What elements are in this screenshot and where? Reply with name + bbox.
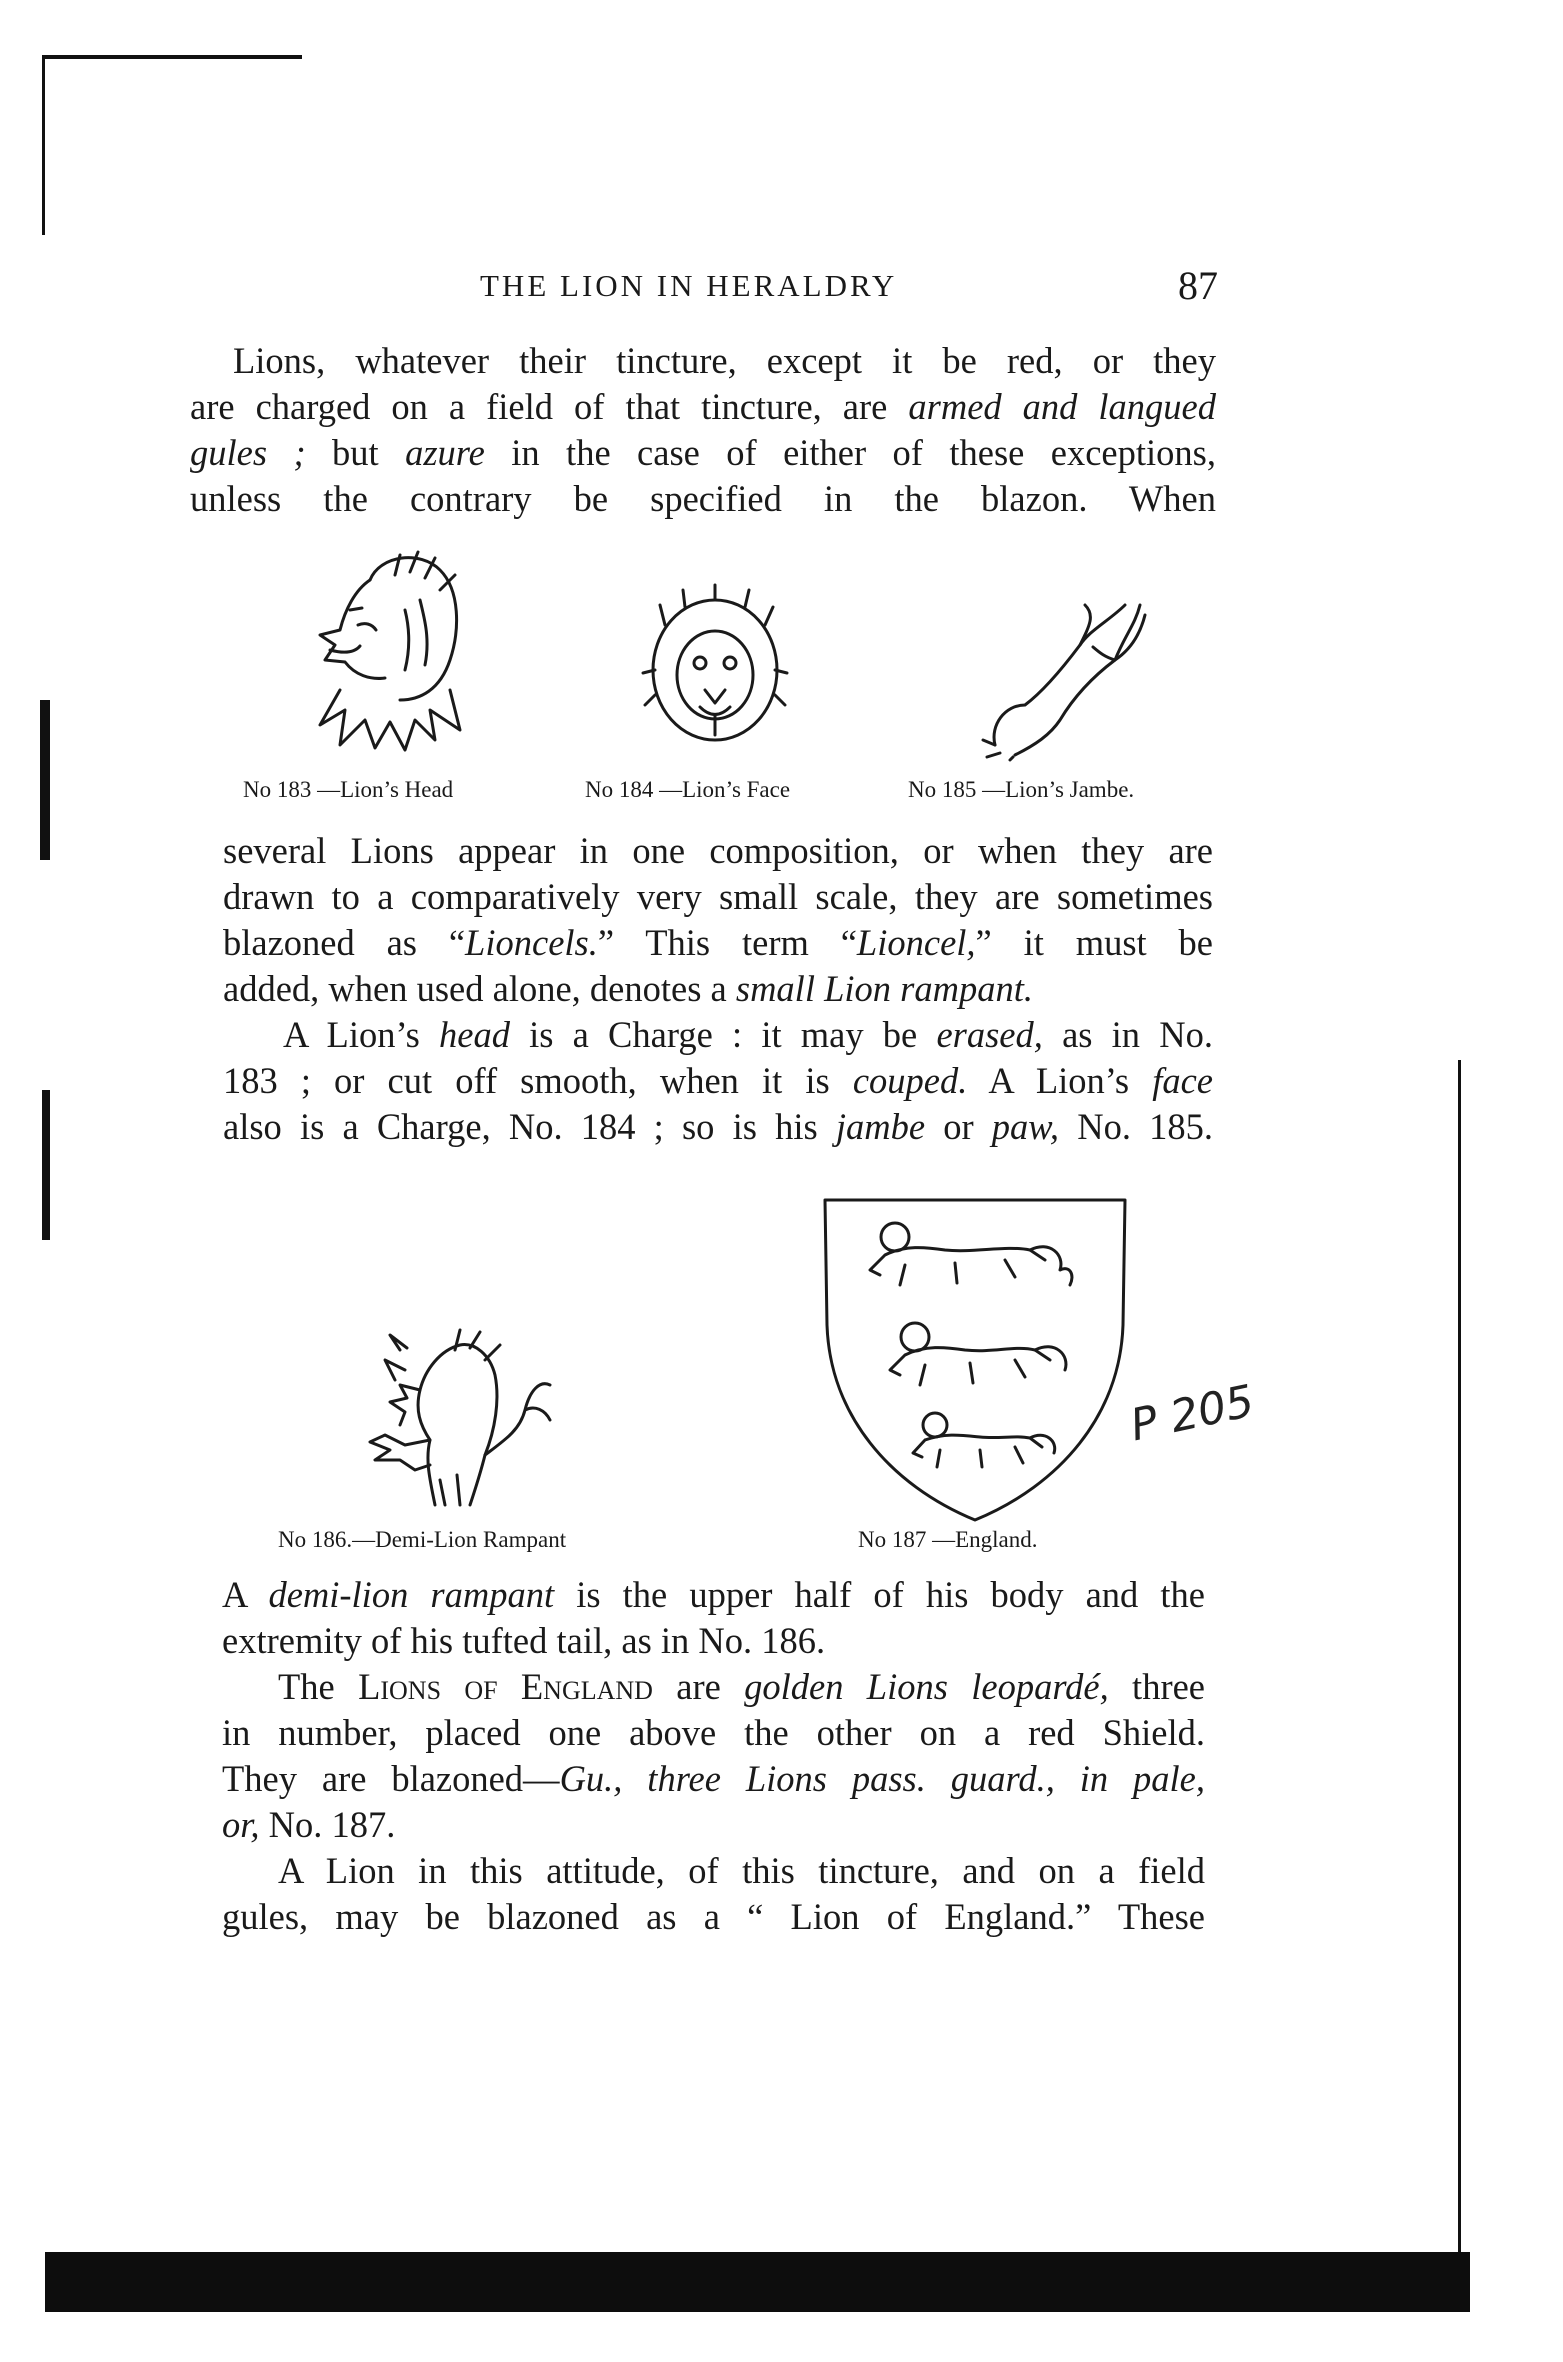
text-line: They are blazoned—Gu., three Lions pass. guard., in pale, bbox=[222, 1758, 1205, 1799]
text-line: added, when used alone, denotes a small Lion rampant. bbox=[223, 968, 1033, 1009]
figure-caption: No 186.—Demi-Lion Rampant bbox=[278, 1527, 567, 1552]
text-line: 183 ; or cut off smooth, when it is couped. A Lion’s face bbox=[223, 1060, 1213, 1101]
scan-mark-left-1 bbox=[40, 700, 50, 860]
text-line: The Lions of England are golden Lions leopardé, three bbox=[278, 1666, 1206, 1707]
scan-mark-left-2 bbox=[42, 1090, 50, 1240]
text-line: or, No. 187. bbox=[222, 1804, 396, 1845]
scan-border-top bbox=[42, 55, 302, 59]
scan-bottom-band bbox=[45, 2252, 1470, 2312]
lion-head-illustration bbox=[300, 550, 490, 750]
figure-caption: No 184 —Lion’s Face bbox=[585, 777, 791, 802]
text-line: blazoned as “Lioncels.” This term “Lioncel,” it must be bbox=[223, 922, 1213, 963]
text-line: gules, may be blazoned as a “ Lion of England.” These bbox=[222, 1896, 1205, 1937]
text-line: drawn to a comparatively very small scale, they are sometimes bbox=[223, 876, 1213, 917]
text-line: also is a Charge, No. 184 ; so is his jambe or paw, No. 185. bbox=[223, 1106, 1213, 1147]
text-line: A demi-lion rampant is the upper half of his body and the bbox=[222, 1574, 1205, 1615]
lion-jambe-illustration bbox=[975, 595, 1150, 760]
running-header: THE LION IN HERALDRY bbox=[480, 268, 898, 303]
scan-border-right bbox=[1458, 1060, 1461, 2260]
text-line: several Lions appear in one composition, or when they are bbox=[223, 830, 1213, 871]
figure-caption: No 183 —Lion’s Head bbox=[243, 777, 454, 802]
england-shield-illustration bbox=[820, 1195, 1130, 1525]
figure-caption: No 187 —England. bbox=[858, 1527, 1038, 1552]
text-line: in number, placed one above the other on a red Shield. bbox=[222, 1712, 1205, 1753]
text-line: Lions, whatever their tincture, except it be red, or they bbox=[233, 340, 1216, 381]
lion-face-illustration bbox=[645, 595, 785, 755]
text-line: unless the contrary be specified in the blazon. When bbox=[190, 478, 1216, 519]
text-line: A Lion’s head is a Charge : it may be erased, as in No. bbox=[283, 1014, 1213, 1055]
text-line: are charged on a field of that tincture, are armed and langued bbox=[190, 386, 1216, 427]
page-number: 87 bbox=[1178, 263, 1218, 308]
demi-lion-rampant-illustration bbox=[345, 1330, 555, 1510]
text-line: extremity of his tufted tail, as in No. 186. bbox=[222, 1620, 826, 1661]
text-line: A Lion in this attitude, of this tincture, and on a field bbox=[278, 1850, 1205, 1891]
handwritten-annotation: P 205 bbox=[1126, 1375, 1259, 1452]
scan-border-left bbox=[42, 55, 45, 235]
figure-caption: No 185 —Lion’s Jambe. bbox=[908, 777, 1135, 802]
text-line: gules ; but azure in the case of either of these exceptions, bbox=[190, 432, 1216, 473]
